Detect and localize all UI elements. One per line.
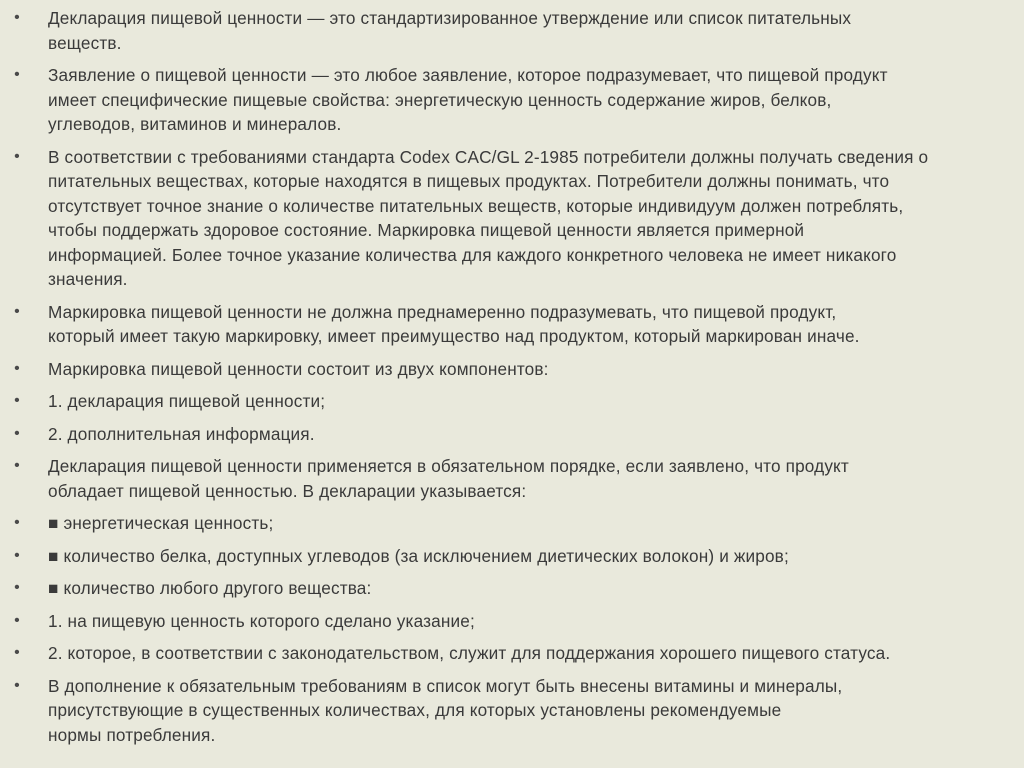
bullet-list [0,6,1010,747]
list-item-text [48,422,1010,447]
text-line: нормы потребления. [48,724,216,745]
text-line: Декларация пищевой ценности применяется в обязательном порядке, если заявлено, что продукт [48,456,849,476]
bullet-icon: • [14,644,20,661]
text-line: В дополнение к обязательным требованиям в список могут быть внесены витамины и минералы, [48,675,843,696]
text-line: ■ энергетическая ценность; [48,513,274,533]
bullet-icon: • [14,579,20,596]
bullet-icon: • [14,392,20,409]
text-line: ■ количество любого другого вещества: [48,578,372,598]
bullet-icon: • [14,546,20,564]
bullet-icon: • [14,9,20,26]
list-item [0,544,1010,569]
list-item [0,145,1010,292]
list-item [0,511,1010,536]
text-line: ■ количество белка, доступных углеводов (за исключением диетических волокон) и жиров; [48,545,789,566]
text-line: 1. на пищевую ценность которого сделано указание; [48,610,475,631]
text-line: значения. [48,269,128,289]
text-line: информацией. Более точное указание количества для каждого конкретного человека не имеет никакого [48,244,897,265]
list-item [0,641,1010,666]
list-item [0,6,1010,55]
bullet-icon: • [14,424,20,442]
text-line: питательных веществах, которые находятся в пищевых продуктах. Потребители должны понимать, что [48,171,890,191]
list-item-text [48,454,1010,503]
text-line: Маркировка пищевой ценности не должна преднамеренно подразумевать, что пищевой продукт, [48,301,837,322]
list-item-text [48,145,1010,292]
list-item [0,609,1010,634]
text-line: обладает пищевой ценностью. В декларации указывается: [48,480,527,501]
list-item-text [48,511,1010,536]
text-line: чтобы поддержать здоровое состояние. Маркировка пищевой ценности является примерной [48,220,805,240]
bullet-icon: • [14,514,20,531]
list-item-text [48,576,1010,601]
list-item [0,300,1010,349]
text-line: имеет специфические пищевые свойства: энергетическую ценность содержание жиров, белков, [48,89,832,110]
list-item-text [48,300,1010,349]
text-line: 2. которое, в соответствии с законодательством, служит для поддержания хорошего пищевого статуса. [48,643,891,663]
list-item-text [48,609,1010,634]
bullet-icon: • [14,147,20,165]
text-line: Маркировка пищевой ценности состоит из двух компонентов: [48,358,549,379]
text-line: углеводов, витаминов и минералов. [48,114,342,134]
list-item [0,389,1010,414]
list-item-text [48,674,1010,748]
text-line: 1. декларация пищевой ценности; [48,391,326,411]
list-item [0,63,1010,137]
list-item-text [48,6,1010,55]
bullet-icon: • [14,457,20,474]
list-item-text [48,641,1010,666]
list-item-text [48,389,1010,414]
list-item [0,674,1010,748]
text-line: 2. дополнительная информация. [48,423,315,444]
text-line: В соответствии с требованиями стандарта Codex CAC/GL 2-1985 потребители должны получать сведения о [48,146,929,167]
list-item-text [48,357,1010,382]
bullet-icon: • [14,302,20,320]
text-line: отсутствует точное знание о количестве питательных веществ, которые индивидуум должен потреблять, [48,195,904,216]
text-line: Декларация пищевой ценности — это стандартизированное утверждение или список питательных [48,8,852,28]
list-item [0,357,1010,382]
list-item [0,454,1010,503]
list-item [0,422,1010,447]
bullet-icon: • [14,66,20,83]
bullet-icon: • [14,676,20,694]
list-item-text [48,63,1010,137]
bullet-icon: • [14,359,20,377]
text-line: присутствующие в существенных количествах, для которых установлены рекомендуемые [48,700,782,720]
list-item-text [48,544,1010,569]
text-line: веществ. [48,32,122,53]
text-line: Заявление о пищевой ценности — это любое заявление, которое подразумевает, что пищевой продукт [48,65,888,85]
list-item [0,576,1010,601]
text-line: который имеет такую маркировку, имеет преимущество над продуктом, который маркирован иначе. [48,326,860,346]
bullet-icon: • [14,611,20,629]
